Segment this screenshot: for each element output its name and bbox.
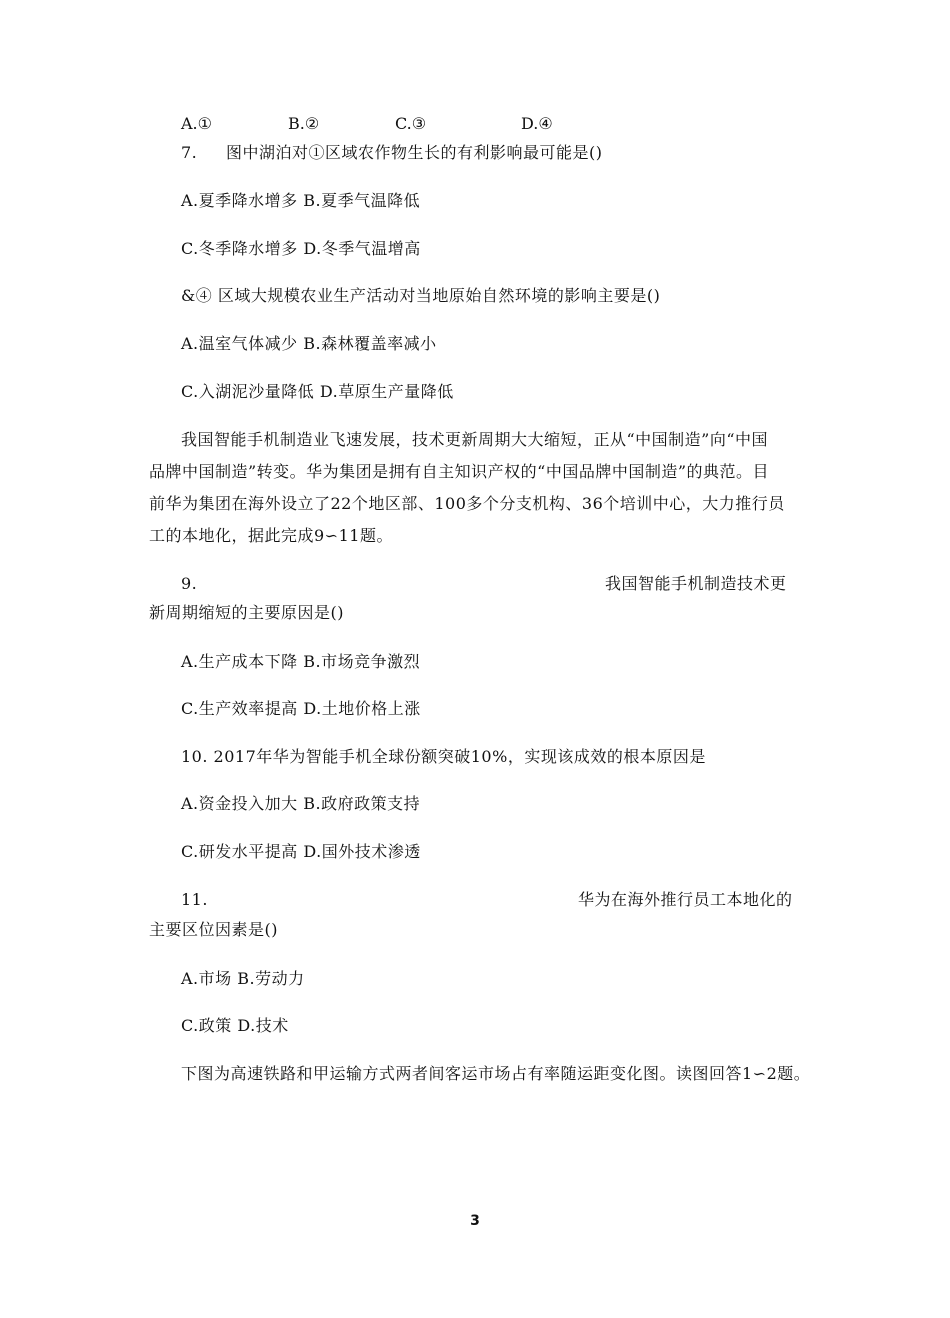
q9-options-cd: C.生产效率提高 D.土地价格上涨 bbox=[181, 699, 421, 718]
q11-stem-part1: 华为在海外推行员工本地化的 bbox=[578, 890, 793, 909]
q9-options-ab: A.生产成本下降 B.市场竞争激烈 bbox=[181, 652, 421, 671]
q11-stem-part2: 主要区位因素是() bbox=[149, 920, 278, 939]
q8-options-ab: A.温室气体减少 B.森林覆盖率减小 bbox=[181, 334, 437, 353]
q9-stem-part2: 新周期缩短的主要原因是() bbox=[149, 603, 344, 622]
passage-line: 品牌中国制造”转变。华为集团是拥有自主知识产权的“中国品牌中国制造”的典范。目 bbox=[149, 462, 770, 481]
q7-stem: 图中湖泊对①区域农作物生长的有利影响最可能是() bbox=[226, 143, 603, 162]
passage-line: 我国智能手机制造业飞速发展，技术更新周期大大缩短，正从“中国制造”向“中国 bbox=[181, 430, 769, 449]
q9-number: 9. bbox=[181, 574, 198, 593]
q7-options-cd: C.冬季降水增多 D.冬季气温增高 bbox=[181, 239, 421, 258]
q6-option-c: C.③ bbox=[395, 114, 427, 133]
q8-stem: &④ 区域大规模农业生产活动对当地原始自然环境的影响主要是() bbox=[181, 286, 661, 305]
q7-options-ab: A.夏季降水增多 B.夏季气温降低 bbox=[181, 191, 421, 210]
q6-option-d: D.④ bbox=[521, 114, 553, 133]
next-section-intro: 下图为高速铁路和甲运输方式两者间客运市场占有率随运距变化图。读图回答1∽2题。 bbox=[181, 1064, 811, 1083]
q9-stem-part1: 我国智能手机制造技术更 bbox=[605, 574, 787, 593]
passage-line: 前华为集团在海外设立了22个地区部、100多个分支机构、36个培训中心，大力推行员 bbox=[149, 494, 785, 513]
q6-option-b: B.② bbox=[288, 114, 320, 133]
q11-options-ab: A.市场 B.劳动力 bbox=[181, 969, 305, 988]
q11-number: 11. bbox=[181, 890, 208, 909]
q10-options-ab: A.资金投入加大 B.政府政策支持 bbox=[181, 794, 421, 813]
passage-line: 工的本地化，据此完成9∽11题。 bbox=[149, 526, 393, 545]
q10-options-cd: C.研发水平提高 D.国外技术渗透 bbox=[181, 842, 421, 861]
q11-options-cd: C.政策 D.技术 bbox=[181, 1016, 289, 1035]
q7-number: 7. bbox=[181, 143, 198, 162]
q10-stem: 10. 2017年华为智能手机全球份额突破10%，实现该成效的根本原因是 bbox=[181, 747, 706, 766]
q6-option-a: A.① bbox=[181, 114, 212, 133]
q8-options-cd: C.入湖泥沙量降低 D.草原生产量降低 bbox=[181, 382, 454, 401]
page-number: 3 bbox=[470, 1213, 480, 1229]
